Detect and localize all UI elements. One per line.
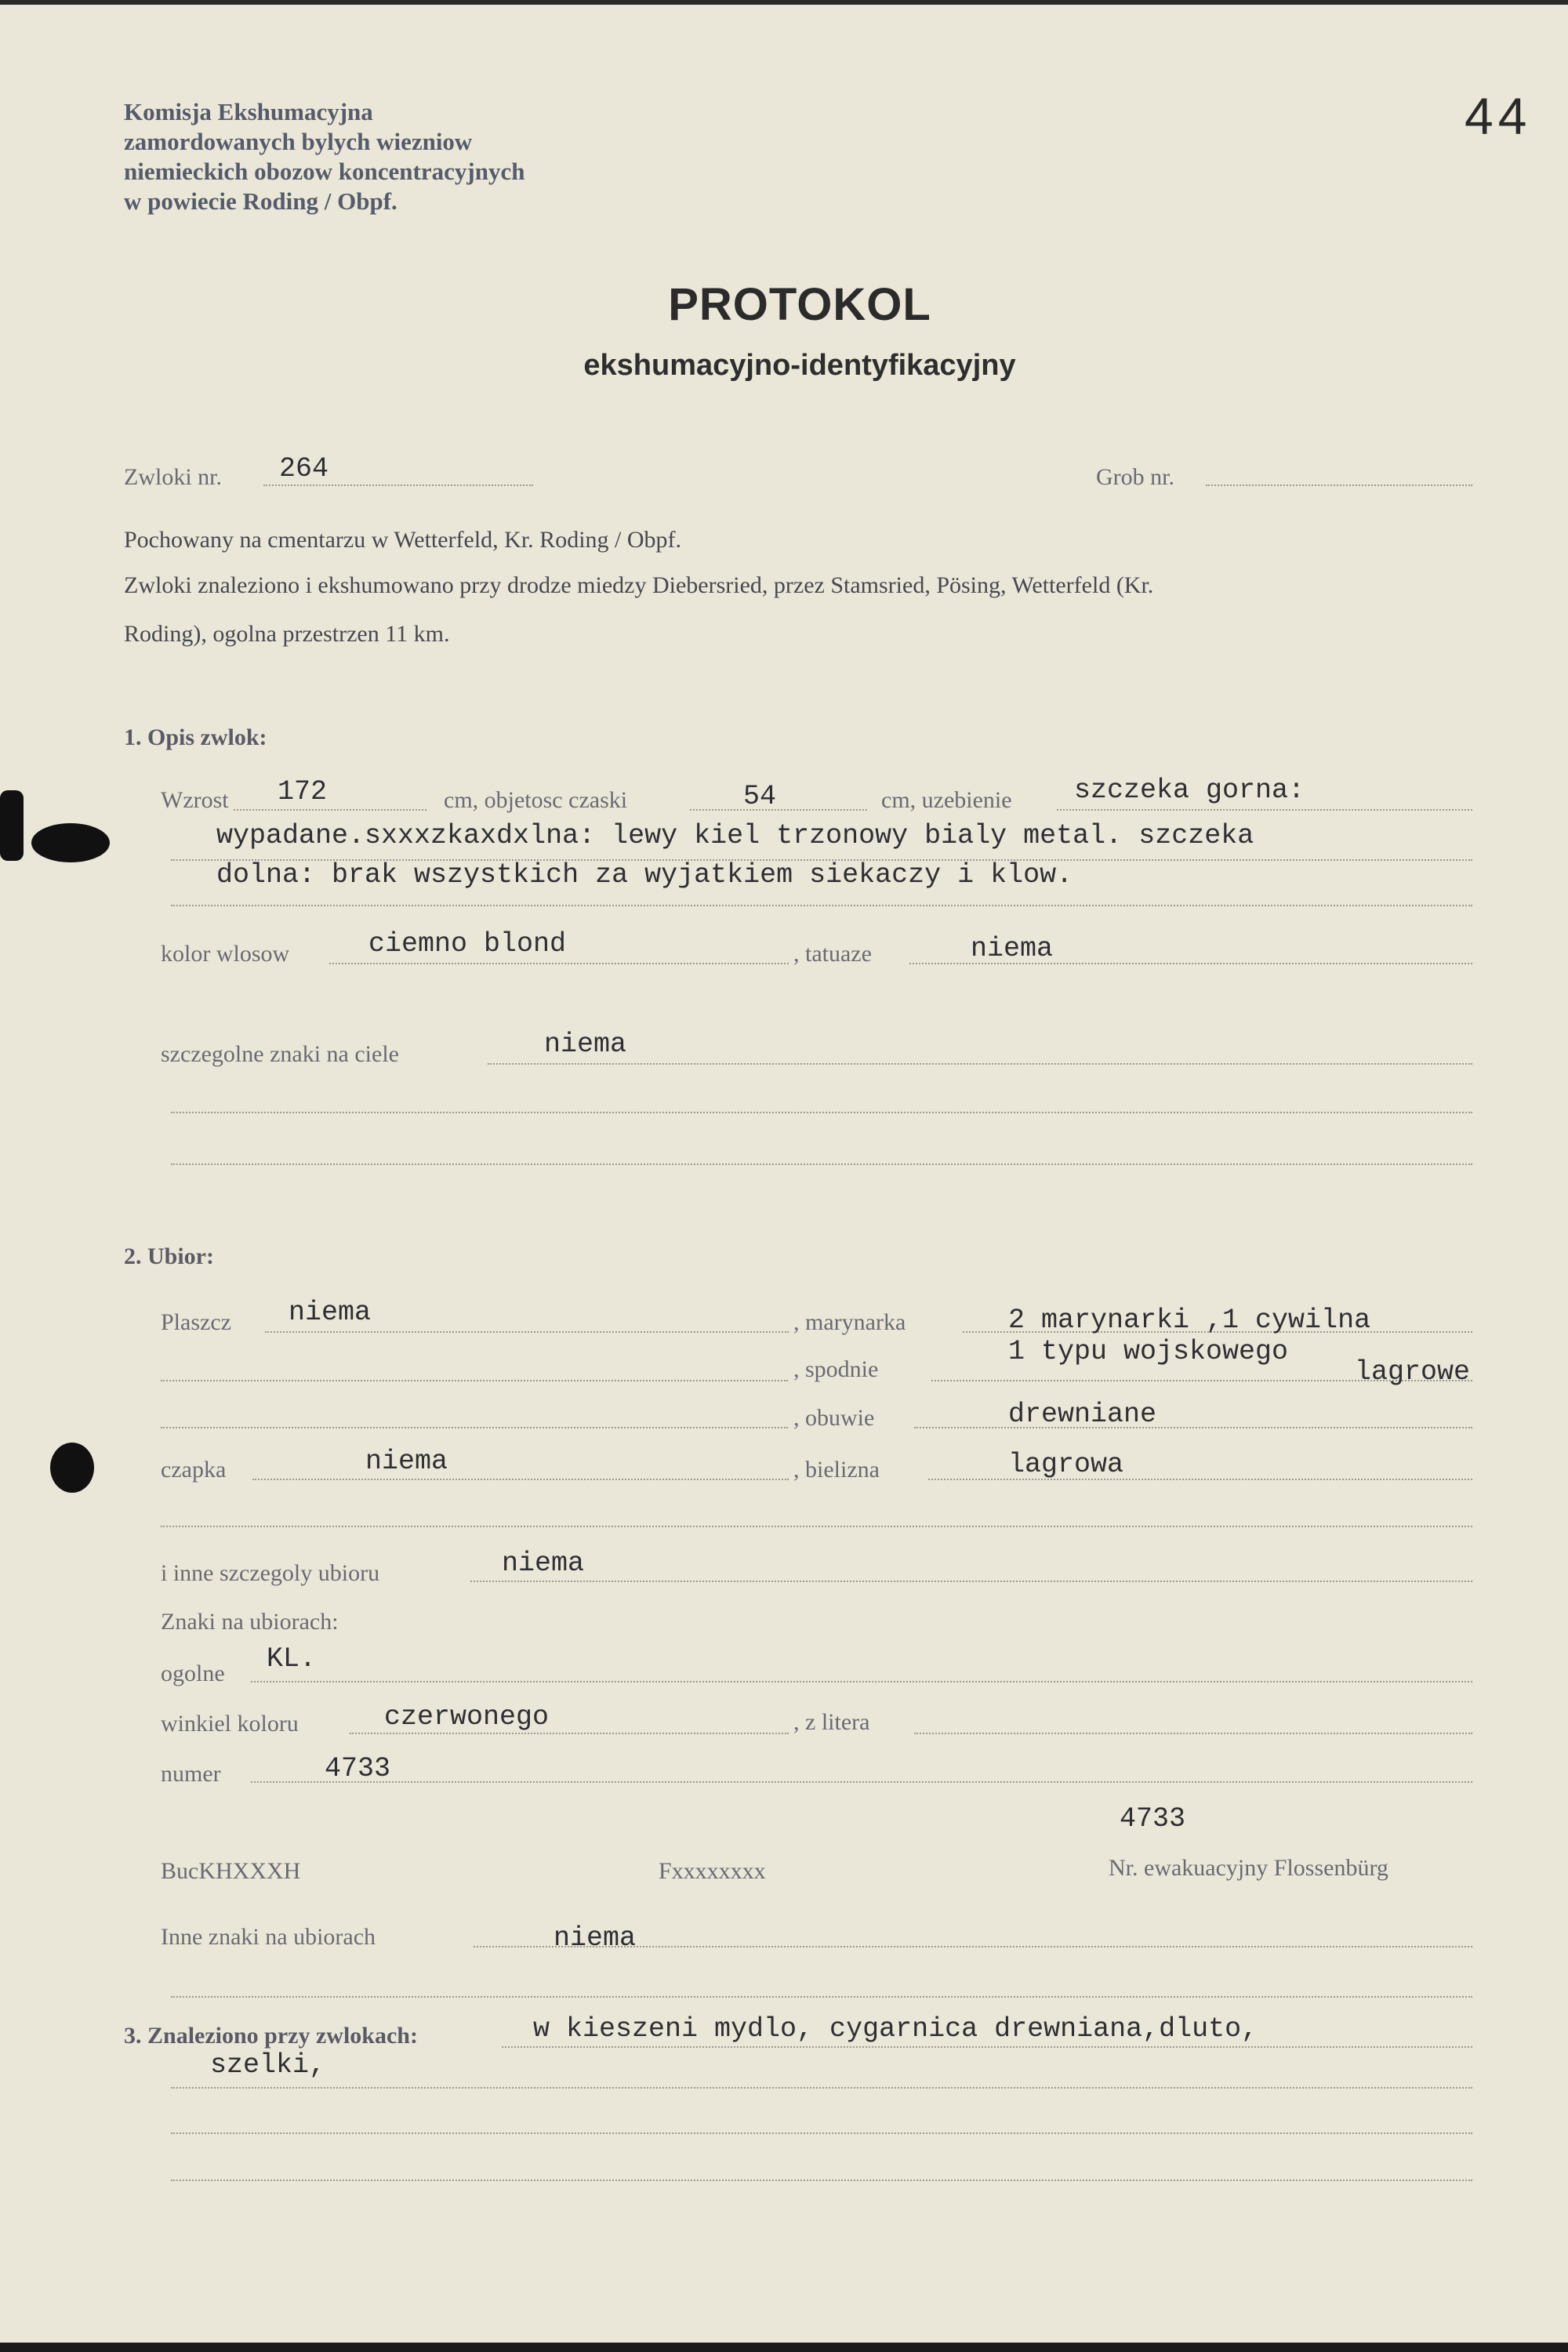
dotted-line: [171, 1112, 1472, 1113]
section-2-heading: 2. Ubior:: [124, 1243, 214, 1269]
scan-smudge: [50, 1443, 94, 1493]
section-3-heading: 3. Znaleziono przy zwlokach:: [124, 2023, 418, 2049]
shoes-value: drewniane: [1008, 1399, 1157, 1430]
header-line: zamordowanych bylych wiezniow: [124, 128, 473, 155]
dotted-line: [263, 485, 533, 486]
trousers-label: , spodnie: [793, 1356, 879, 1382]
scan-edge-top: [0, 0, 1568, 5]
found-items-value: w kieszeni mydlo, cygarnica drewniana,dluto,: [533, 2013, 1258, 2045]
tattoo-value: niema: [971, 933, 1054, 964]
coat-value: niema: [289, 1297, 372, 1328]
document-title: PROTOKOL: [668, 279, 931, 330]
cap-label: czapka: [161, 1457, 227, 1483]
header-line: niemieckich obozow koncentracyjnych: [124, 158, 525, 185]
dotted-line: [171, 905, 1472, 906]
dotted-line: [252, 1479, 789, 1480]
body-marks-label: szczegolne znaki na ciele: [161, 1041, 399, 1067]
header-line: w powiecie Roding / Obpf.: [124, 187, 397, 215]
scan-smudge: [31, 823, 110, 862]
height-label: Wzrost: [161, 787, 229, 813]
dotted-line: [265, 1331, 789, 1333]
other-details-label: i inne szczegoly ubioru: [161, 1560, 380, 1586]
triangle-color-value: czerwonego: [384, 1701, 550, 1733]
cap-value: niema: [365, 1446, 448, 1477]
underwear-value: lagrowa: [1008, 1449, 1124, 1480]
scan-smudge: [0, 790, 24, 861]
dotted-line: [914, 1427, 1472, 1428]
trousers-value: 1 typu wojskowego: [1008, 1336, 1289, 1367]
flossenburg-struck-label: Fxxxxxxxx: [659, 1858, 766, 1884]
prisoner-number-label: numer: [161, 1761, 221, 1787]
dotted-line: [470, 1581, 1472, 1582]
dotted-line: [1206, 485, 1472, 486]
dotted-line: [171, 2087, 1472, 2089]
scan-edge-bottom: [0, 2343, 1568, 2352]
found-items-value: szelki,: [210, 2049, 326, 2081]
other-marks-value: niema: [554, 1922, 637, 1954]
dotted-line: [161, 1526, 1472, 1527]
dotted-line: [350, 1733, 789, 1734]
dotted-line: [171, 1996, 1472, 1998]
dotted-line: [251, 1781, 1472, 1783]
teeth-value: wypadane.sxxxzkaxdxlna: lewy kiel trzonowy bialy metal. szczeka: [216, 820, 1254, 851]
section-1-heading: 1. Opis zwlok:: [124, 724, 267, 750]
skull-label: cm, objetosc czaski: [444, 787, 628, 813]
other-details-value: niema: [502, 1548, 585, 1579]
letter-label: , z litera: [793, 1709, 870, 1735]
dotted-line: [690, 809, 867, 811]
dotted-line: [1057, 809, 1472, 811]
burial-place-text: Pochowany na cmentarzu w Wetterfeld, Kr. Roding / Obpf.: [124, 527, 682, 553]
clothing-marks-heading: Znaki na ubiorach:: [161, 1609, 339, 1635]
teeth-value: dolna: brak wszystkich za wyjatkiem siekaczy i klow.: [216, 859, 1073, 891]
dotted-line: [171, 2180, 1472, 2181]
triangle-color-label: winkiel koloru: [161, 1711, 299, 1737]
dotted-line: [171, 1163, 1472, 1165]
dotted-line: [234, 809, 426, 811]
evacuation-number-value: 4733: [1120, 1803, 1186, 1835]
body-marks-value: niema: [544, 1029, 627, 1060]
teeth-value: szczeka gorna:: [1074, 775, 1305, 806]
header-line: Komisja Ekshumacyjna: [124, 98, 373, 125]
dotted-line: [914, 1733, 1472, 1734]
jacket-label: , marynarka: [793, 1309, 906, 1335]
dotted-line: [161, 1427, 788, 1428]
grave-number-label: Grob nr.: [1096, 464, 1174, 490]
general-marks-value: KL.: [267, 1643, 317, 1675]
tattoo-label: , tatuaze: [793, 941, 872, 967]
hair-color-label: kolor wlosow: [161, 941, 290, 967]
document-subtitle: ekshumacyjno-identyfikacyjny: [583, 349, 1016, 382]
page-number: 44: [1465, 87, 1532, 145]
evacuation-number-label: Nr. ewakuacyjny Flossenbürg: [1109, 1855, 1388, 1881]
dotted-line: [488, 1063, 1472, 1065]
underwear-label: , bielizna: [793, 1457, 880, 1483]
dotted-line: [329, 963, 789, 964]
dotted-line: [171, 2132, 1472, 2134]
dotted-line: [161, 1380, 788, 1381]
prisoner-number-value: 4733: [325, 1753, 391, 1784]
corpse-number-label: Zwloki nr.: [124, 464, 222, 490]
shoes-label: , obuwie: [793, 1405, 875, 1431]
skull-value: 54: [743, 781, 777, 812]
corpse-number-value: 264: [279, 453, 329, 485]
found-place-text: Zwloki znaleziono i ekshumowano przy drodze miedzy Diebersried, przez Stamsried, Pösing, Wetterfeld (Kr.: [124, 572, 1154, 598]
teeth-label: cm, uzebienie: [881, 787, 1012, 813]
buchenwald-label: BucKHXXXH: [161, 1858, 301, 1884]
hair-color-value: ciemno blond: [368, 928, 567, 960]
other-marks-label: Inne znaki na ubiorach: [161, 1924, 376, 1950]
general-marks-label: ogolne: [161, 1661, 225, 1686]
commission-header: [124, 97, 524, 216]
dotted-line: [502, 2046, 1472, 2048]
trousers-value: lagrowe: [1355, 1356, 1471, 1388]
coat-label: Plaszcz: [161, 1309, 231, 1335]
height-value: 172: [278, 776, 328, 808]
found-place-text: Roding), ogolna przestrzen 11 km.: [124, 621, 450, 647]
dotted-line: [251, 1681, 1472, 1682]
jacket-value: 2 marynarki ,1 cywilna: [1008, 1305, 1371, 1336]
